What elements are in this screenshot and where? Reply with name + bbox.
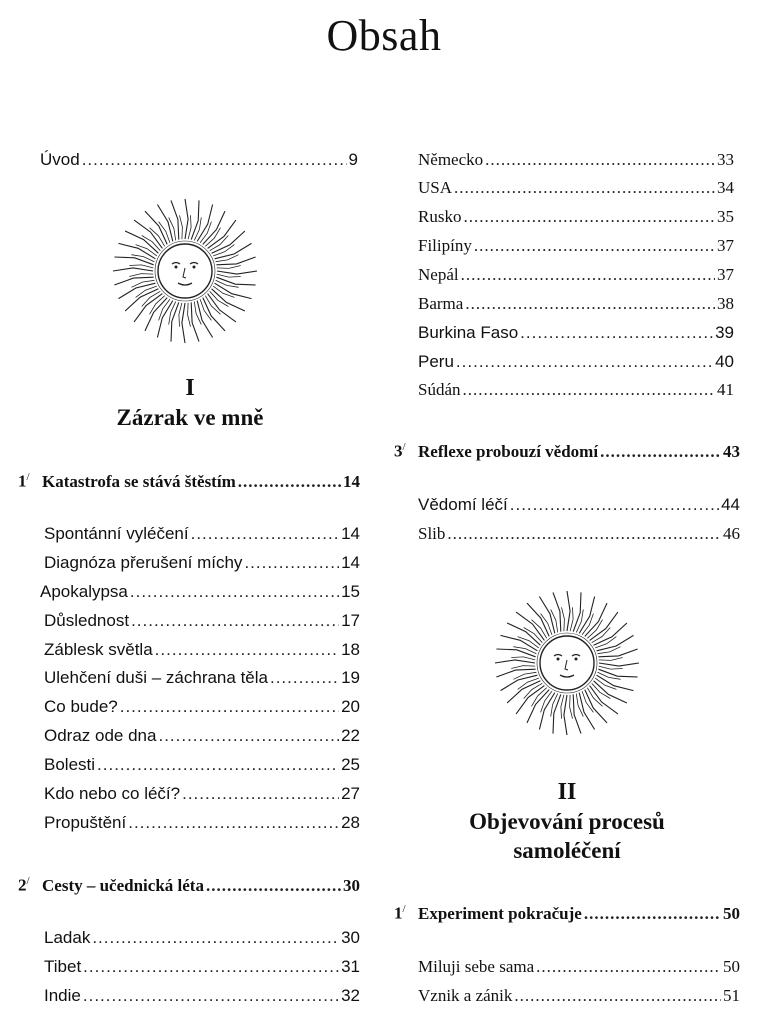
dot-leader (182, 782, 339, 806)
toc-entry-page: 9 (348, 150, 358, 169)
toc-entry-label: Odraz ode dna (44, 726, 157, 745)
toc-entry-page: 37 (717, 236, 734, 255)
dot-leader (83, 955, 339, 979)
toc-entry-label: Tibet (44, 957, 82, 976)
toc-entry-page: 27 (341, 784, 360, 803)
toc-entry-page: 38 (717, 294, 734, 313)
toc-entry-label: Záblesk světla (44, 640, 153, 659)
dot-leader (191, 522, 339, 546)
dot-leader (158, 724, 339, 748)
toc-entry-label: Burkina Faso (418, 323, 519, 342)
chapter-page: 50 (723, 903, 740, 923)
dot-leader (206, 874, 341, 898)
toc-entry[interactable] (418, 321, 734, 345)
toc-entry-label: Peru (418, 352, 454, 371)
toc-entry-label: Vznik a zánik (418, 986, 513, 1005)
chapter-label: Katastrofa se stává štěstím (42, 471, 236, 491)
toc-entry-page: 30 (341, 928, 360, 947)
toc-entry[interactable] (418, 263, 734, 287)
chapter-number: 3/ (394, 441, 406, 461)
toc-entry[interactable] (44, 811, 360, 835)
toc-entry-page: 35 (717, 207, 734, 226)
dot-leader (463, 205, 715, 229)
toc-entry-page: 19 (341, 668, 360, 687)
dot-leader (155, 638, 339, 662)
toc-entry-page: 17 (341, 611, 360, 630)
toc-entry[interactable] (44, 724, 360, 748)
toc-entry[interactable] (418, 350, 734, 374)
dot-leader (463, 378, 716, 402)
dot-leader (520, 321, 713, 345)
sun-face-illustration (492, 588, 642, 738)
toc-entry-page: 28 (341, 813, 360, 832)
toc-entry-page: 40 (715, 352, 734, 371)
toc-entry-label: Slib (418, 524, 446, 543)
toc-entry-label: Barma (418, 294, 464, 313)
part-title-continued: samoléčení (513, 838, 621, 863)
dot-leader (447, 522, 721, 546)
toc-entry[interactable] (418, 955, 740, 979)
chapter-page: 43 (723, 441, 740, 461)
toc-entry-label: Súdán (418, 380, 461, 399)
toc-entry-page: 25 (341, 755, 360, 774)
toc-chapter-1[interactable] (18, 465, 360, 494)
toc-entry-page: 14 (341, 524, 360, 543)
dot-leader (600, 440, 721, 464)
toc-entry-label: Nepál (418, 265, 459, 284)
dot-leader (584, 902, 721, 926)
toc-entry[interactable] (418, 522, 740, 546)
toc-entry[interactable] (44, 695, 360, 719)
dot-leader (510, 493, 719, 517)
dot-leader (465, 292, 715, 316)
toc-entry[interactable] (44, 984, 360, 1008)
chapter-number: 1/ (394, 903, 406, 923)
toc-entry-page: 44 (721, 495, 740, 514)
toc-chapter-2[interactable] (18, 869, 360, 898)
dot-leader (461, 263, 715, 287)
toc-entry[interactable] (44, 522, 360, 546)
toc-entry-page: 50 (723, 957, 740, 976)
dot-leader (130, 580, 339, 604)
toc-entry-page: 33 (717, 150, 734, 169)
toc-entry[interactable] (44, 926, 360, 950)
toc-entry[interactable] (44, 782, 360, 806)
toc-entry-label: Spontánní vyléčení (44, 524, 189, 543)
toc-entry-page: 20 (341, 697, 360, 716)
toc-entry[interactable] (44, 638, 360, 662)
toc-chapter-3[interactable] (394, 435, 740, 464)
toc-entry-page: 32 (341, 986, 360, 1005)
toc-entry[interactable] (418, 292, 734, 316)
toc-entry-label: Indie (44, 986, 81, 1005)
toc-entry-page: 18 (341, 640, 360, 659)
part-title: Zázrak ve mně (116, 405, 264, 430)
dot-leader (83, 984, 339, 1008)
toc-entry-label: USA (418, 178, 453, 197)
chapter-page: 14 (343, 471, 360, 491)
toc-entry-label: Bolesti (44, 755, 96, 774)
toc-entry-label: Co bude? (44, 697, 118, 716)
toc-entry-label: Filipíny (418, 236, 472, 255)
toc-entry-label: Rusko (418, 207, 462, 226)
toc-entry[interactable] (44, 609, 360, 633)
toc-entry[interactable] (418, 148, 734, 172)
dot-leader (238, 470, 341, 494)
toc-entry[interactable] (44, 955, 360, 979)
toc-entry-label: Ladak (44, 928, 91, 947)
toc-entry[interactable] (44, 666, 360, 690)
toc-entry-page: 14 (341, 553, 360, 572)
toc-entry[interactable] (418, 176, 734, 200)
dot-leader (536, 955, 721, 979)
dot-leader (97, 753, 339, 777)
dot-leader (82, 148, 347, 172)
toc-entry[interactable] (418, 984, 740, 1008)
toc-entry-page: 22 (341, 726, 360, 745)
toc-entry-label: Diagnóza přerušení míchy (44, 553, 243, 572)
part-title: Objevování procesů (469, 809, 665, 834)
dot-leader (456, 350, 713, 374)
toc-entry[interactable] (40, 580, 360, 604)
part-number: II (557, 779, 577, 805)
dot-leader (485, 148, 715, 172)
toc-entry[interactable] (44, 753, 360, 777)
toc-entry-page: 15 (341, 582, 360, 601)
toc-entry-label: Propuštění (44, 813, 127, 832)
toc-entry-label: Miluji sebe sama (418, 957, 535, 976)
page-title: Obsah (326, 11, 442, 60)
dot-leader (128, 811, 339, 835)
dot-leader (474, 234, 715, 258)
dot-leader (131, 609, 339, 633)
dot-leader (454, 176, 715, 200)
sun-face-illustration (110, 196, 260, 346)
toc-entry-page: 34 (717, 178, 734, 197)
dot-leader (92, 926, 339, 950)
chapter-number: 2/ (18, 875, 30, 895)
toc-entry-page: 46 (723, 524, 740, 543)
toc-entry-page: 37 (717, 265, 734, 284)
toc-entry-label: Ulehčení duši – záchrana těla (44, 668, 268, 687)
toc-entry[interactable] (418, 234, 734, 258)
toc-entry-label: Důslednost (44, 611, 130, 630)
toc-entry[interactable] (418, 378, 734, 402)
toc-entry[interactable] (44, 551, 360, 575)
toc-entry-label: Úvod (40, 150, 80, 169)
chapter-page: 30 (343, 875, 360, 895)
dot-leader (270, 666, 339, 690)
chapter-number: 1/ (18, 471, 30, 491)
toc-entry-label: Kdo nebo co léčí? (44, 784, 181, 803)
toc-entry-intro[interactable] (40, 148, 358, 172)
toc-entry-page: 51 (723, 986, 740, 1005)
dot-leader (120, 695, 339, 719)
toc-chapter-1-part-2[interactable] (394, 897, 740, 926)
chapter-label: Reflexe probouzí vědomí (418, 441, 599, 461)
dot-leader (244, 551, 339, 575)
chapter-label: Experiment pokračuje (418, 903, 582, 923)
toc-entry-page: 41 (717, 380, 734, 399)
chapter-label: Cesty – učednická léta (42, 875, 204, 895)
part-number: I (185, 375, 195, 401)
toc-entry[interactable] (418, 493, 740, 517)
toc-entry-label: Vědomí léčí (418, 495, 508, 514)
toc-entry-label: Apokalypsa (40, 582, 128, 601)
toc-entry[interactable] (418, 205, 734, 229)
toc-entry-page: 31 (341, 957, 360, 976)
toc-entry-page: 39 (715, 323, 734, 342)
toc-entry-label: Německo (418, 150, 484, 169)
dot-leader (514, 984, 721, 1008)
